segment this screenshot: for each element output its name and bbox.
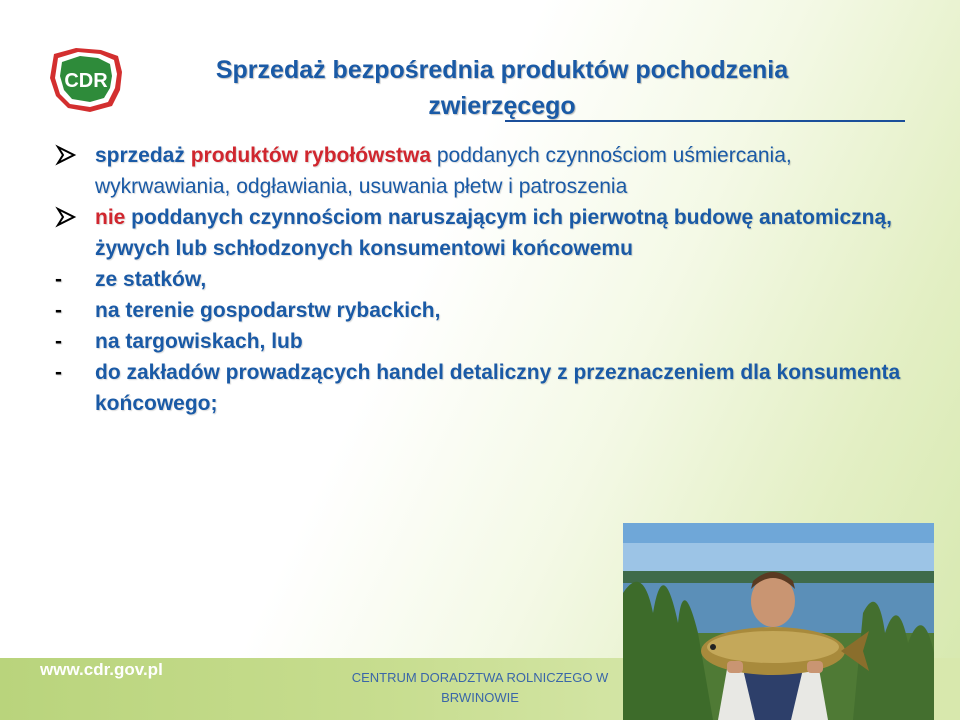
dash-item-text: ze statków, [95,268,207,291]
arrow-bullet-icon [55,202,85,233]
svg-text:CDR: CDR [64,70,108,92]
bullet1-highlight: produktów rybołówstwa [190,144,432,167]
slide-title [112,52,892,124]
fisherman-photo [623,523,934,720]
dash-marker: - [55,361,62,384]
bullet-item-2 [55,202,925,264]
dash-marker: - [55,268,62,291]
dash-marker: - [55,299,62,322]
bullet1-text-part3: poddanych czynnościom uśmiercania, wykrwawiania, odgławiania, usuwania płetw i patroszenia [95,144,792,198]
bullet1-text-part1: sprzedaż [95,144,191,167]
title-underline [505,120,905,122]
arrow-bullet-icon [55,140,85,171]
bullet2-text: poddanych czynnościom naruszającym ich pierwotną budowę anatomiczną, żywych lub schłodzonych konsumentowi końcowemu [95,206,893,260]
dash-item-text: na terenie gospodarstw rybackich, [95,299,441,322]
dash-item-text: do zakładów prowadzących handel detaliczny z przeznaczeniem dla konsumenta końcowego; [95,361,901,415]
bullet2-highlight: nie [95,206,126,229]
dash-marker: - [55,330,62,353]
dash-item-4 [55,357,925,419]
footer-website: www.cdr.gov.pl [40,660,163,679]
slide-body [55,140,925,419]
dash-item-text: na targowiskach, lub [95,330,303,353]
footer-organization: CENTRUM DORADZTWA ROLNICZEGO W BRWINOWIE [351,670,609,705]
dash-item-1 [55,264,925,295]
dash-item-3 [55,326,925,357]
title-line-2: zwierzęcego [428,92,576,120]
bullet-item-1 [55,140,925,202]
title-line-1: Sprzedaż bezpośrednia produktów pochodzenia [215,56,789,84]
dash-item-2 [55,295,925,326]
